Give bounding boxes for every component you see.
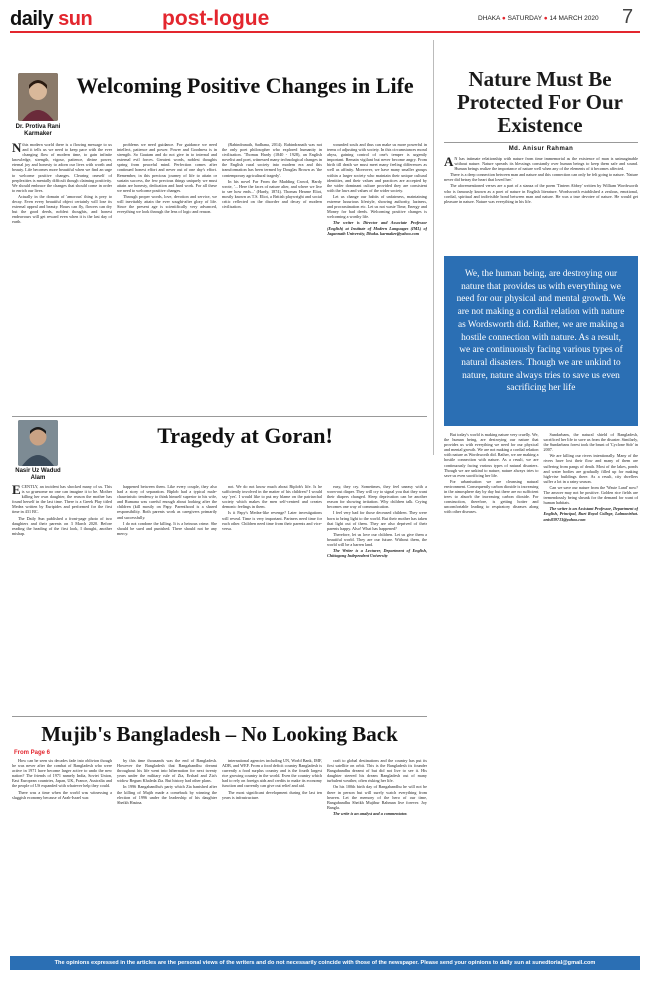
article1-author-last: Karmaker xyxy=(24,131,52,137)
article4-para: international agencies including UN, World Bank, IMF, ADB, and WEF. From a food deficit country Bangladesh is currently a food surplus country and is the fourth largest rice growing country in the world. Even the country which had to rely on foreign aids and credits to make its economy function and currently can give out relief and aid. xyxy=(222,758,322,789)
article3-author-first: Nasir Uz Wadud xyxy=(15,468,61,474)
masthead xyxy=(10,6,640,30)
article3-author-photo xyxy=(18,420,58,466)
article3-para: I do not condone the killing. It is a heinous crime. She should be sued and punished. There should not be any mercy. xyxy=(117,520,217,536)
article2-pullquote-box xyxy=(444,256,638,426)
article3-body xyxy=(12,484,427,709)
article4-col-1 xyxy=(12,758,112,930)
article3-col-3 xyxy=(222,484,322,709)
dateline-date: 14 MARCH 2020 xyxy=(549,15,599,22)
article1-para: (Rabindranath, Sadhana, 2014). Rabindranath was not the only poet philosopher who explored humanity in civilisation. 'Thomas Hardy (1840 - 1928), an English novelist and poet, witnessed many technological changes in the English rural society into modern era and this transformation has been termed by Douglas Brown as 'the contemporary agricultural tragedy'. xyxy=(222,142,323,178)
dateline-sep: ● xyxy=(501,15,506,22)
article4-col-2 xyxy=(117,758,217,930)
article1-col-2 xyxy=(117,142,217,405)
article2-title: Nature Must Be Protected For Our Existence xyxy=(456,67,623,137)
article2-para: AN has intimate relationship with nature from time immemorial as the existence of man is unimaginable without nature. Nature spreads its blessings constantly over human beings to keep them safe and sound. Human beings realize the importance of nature well when any of the elements of it becomes affected. xyxy=(444,156,638,172)
page-number: 7 xyxy=(622,6,634,28)
section-title: post-logue xyxy=(162,7,270,30)
article1-col-1 xyxy=(12,142,112,405)
article3-para: I feel very bad for those deceased children. They were born to bring light to the world. But their mother has taken that light out of them. They are also deprived of their parents happy. Also! What has happened? xyxy=(327,510,427,531)
article4-from-page: From Page 6 xyxy=(14,750,51,756)
article3-col-1 xyxy=(12,484,112,709)
article1-body xyxy=(12,142,427,405)
portrait-icon xyxy=(18,73,58,121)
logo xyxy=(10,8,92,31)
article4-col-4 xyxy=(327,758,427,930)
footer-disclaimer: The opinions expressed in the articles are the personal views of the writers and do not necessarily coincide with those of the newspaper. Please send your opinions to daily sun at sunedtorial@gmail.com xyxy=(54,960,596,966)
article1-para: Through proper words, love, devotion and service, we will inevitably attain the ever sought-after glory of life. Since the present age is scientifically very advanced, everything we look through the lens of logic and reason. xyxy=(117,193,217,215)
article3-para: easy, they cry. Sometimes, they feel uneasy with a worn-out diaper. They will cry to signal you that they want their diapers changed. Sleep deprivation can be another reason for showing irritation. Why children talk. Crying becomes one way of communication. xyxy=(327,484,427,510)
article1-para: Let us change our habits of unfairness, maintaining extreme luxurious lifestyle, showing authority, laziness, and procrastination etc. Let us not waste Time, Energy and Money for bad deeds. Welcoming positive changes is welcoming a worthy life. xyxy=(327,193,427,220)
article2-para: Sundarbans, the natural shield of Bangladesh, sacrificed her life to save us from the disaster. Similarly, the Sundarbans forest took the brunt of 'Cyclone Sidr' in 2007. xyxy=(543,432,638,453)
article2-col-1 xyxy=(444,156,638,204)
article2-col-3 xyxy=(544,432,639,926)
article1-author-photo xyxy=(18,73,58,121)
article2-col-2 xyxy=(444,432,539,926)
article2-para: For urbanisation we are cleansing natural environment. Consequently carbon dioxide is increasing in the atmosphere day by day but there are no sufficient trees to absorb the increasing carbon dioxide. For construction, therefore, is getting hotter and uncomfortable leading to respiratory diseases along with other diseases. xyxy=(444,478,539,515)
article1-title: Welcoming Positive Changes in Life xyxy=(76,73,414,98)
article4-para: craft to global destinations and the country has put its first satellite on orbit. This is the Bangladesh its founder Bangabandhu dreamt of but did not live to see it. His daughter steered his dream Bangladesh out of many turbulent weather, often risking her life. xyxy=(327,758,427,784)
article1-col-3 xyxy=(222,142,322,405)
article2-pullquote: We, the human being, are destroying our nature that provides us with everything we need for our physical and mental growth. We are not making a cordial relation with nature as Wordsworth did. Rather, we are making a hostile connection with nature. As a result, we are continuously facing various types of natural disasters. Though we are unkind to nature, nature always tries to save us even sacrificing her life xyxy=(456,269,626,394)
portrait-icon xyxy=(18,420,58,466)
dateline-day: SATURDAY xyxy=(507,15,542,22)
column-divider xyxy=(433,40,434,455)
article4-para: There was a time when the world was witnessing a sluggish economy because of Arab-Israel war. xyxy=(12,789,112,800)
article3-col-4 xyxy=(327,484,427,709)
dateline-city: DHAKA xyxy=(478,15,501,22)
article3-para: Is it Papy's Medea-like revenge? Later investigations will reveal. Time is very important. Partners need time for each other. Children need time from their parents and vice-versa. xyxy=(222,510,322,531)
masthead-rule xyxy=(10,31,640,33)
article3-footnote: The Writer is a Lecturer, Department of English, Chittagong Independent University xyxy=(327,548,427,559)
article1-author-first: Dr. Protiva Rani xyxy=(15,124,61,130)
article4-para: by this time thousands was the end of Bangladesh. However the Bangladesh that Bangabandhu dreamt throughout his life went into hibernation for next twenty years under the military rule of Zia, Ershad and Zia's widow Begum Khaleda Zia. But history had other plans. xyxy=(117,758,217,784)
article2-body xyxy=(444,432,638,926)
article2-intro xyxy=(444,156,638,251)
article3-title: Tragedy at Goran! xyxy=(157,423,333,448)
article2-para: But today's world is making nature very cruelly. We, the human being, are destroying our nature that provides us with everything we need for our physical and mental growth. We are not making a cordial relation with nature as Wordsworth did. Rather, we are making a hostile connection with nature. As a result, we are continuously facing various types of natural disasters. Though we are unkind to nature, nature always tries to save us even sacrificing her life. xyxy=(444,432,539,478)
article4-para: In 1996 Bangabandhu's party which Zia banished after the killing of Mujib made a comeback by winning the election of 1996 under the leadership of his daughter Sheikh Hasina. xyxy=(117,784,217,805)
article1-para: Actually in the domain of 'amorous' thing is prey to decay. Even every beautiful object certainly will lose its external appeal and beauty. Hours can fly, flowers can dry but the good deeds, noblest thoughts, and honest endeavours will get reward even when it is the last day of earth. xyxy=(12,193,112,225)
article3-para: The Daily Sun published a front-page photo of two daughters and their parents on 3 March 2020. Before reading the heading of the first look, I thought, another mishap. xyxy=(12,515,112,536)
article3-para: Therefore, let us love our children. Let us give them a beautiful world. They are our future. Without them, the world will be a barren land. xyxy=(327,531,427,548)
article1-byline xyxy=(8,124,68,138)
article4-para: On his 100th birth day of Bangabandhu he will not be there in person but will surely watch everything from heaven. Let the memory of the hero of our time, Bangabandhu Sheikh Mujibur Rahman live forever. Joy Bangla. xyxy=(327,784,427,810)
article3-col-2 xyxy=(117,484,217,709)
article1-para: Nthis modern world there is a flowing message to us and it tells us we need to keep pace with the ever changing flow of modern time, to gain infinite knowledge, strength, vigour, patience, divine power, eternal joy and honesty to adorn our lives with worth and beauty. Life becomes more beautiful when we find an urge to welcome positive changes. Clearing oneself of perplexities is mentally difficult though claiming positivity. We should embrace the changes that should come in order to enrich our lives. xyxy=(12,142,112,193)
article4-top-rule xyxy=(12,716,427,717)
article1-para: wounded souls and thus can make us more powerful in terms of adjusting with society. In this circumstances moral abyss, gaining control of one's temper is urgently important. Remain vigilant but never become angry. From birth till death we must meet many feeling differences as well as affinity. Moreover, we have many smaller groups within a larger society who maintain their unique cultural identities, and their values and practices are accepted by the wider dominant culture provided they are consistent with the laws and values of the wider society. xyxy=(327,142,427,193)
article3-para: not. We do not know much about Biplob's life. Is he sufficiently involved in the matter of his children? I would say 'yes'. I would like to put my blame on the patriarchal society which makes the men self-centred and creates demonic feelings in them. xyxy=(222,484,322,510)
article4-col-3 xyxy=(222,758,322,930)
logo-sun: sun xyxy=(58,8,93,30)
article2-byline: Md. Anisur Rahman xyxy=(508,146,574,152)
article4-para: The most significant development during the last ten years is infrastructure. xyxy=(222,789,322,800)
article2-para: We are killing our rivers intentionally. Many of the rivers have lost their flow and many of them are suffering from pangs of death. Most of the lakes, ponds and water bodies are gradually filled up for making high-rise buildings there. As a result, city dwellers suffer a lot in a rainy season. xyxy=(543,453,638,484)
article1-col-4 xyxy=(327,142,427,405)
article2-para: There is a deep connection between man and nature and this connection can only be felt going to nature. 'Nature never did betray the heart that loved her.' xyxy=(444,172,638,183)
article2-para: The aforementioned verses are a part of a stanza of the poem 'Tintern Abbey' written by William Wordsworth who is famously known as a poet of nature in English literature. Wordsworth established a zealous, emotional, cordial, spiritual and indivisible bond between man and nature. He was a true devotee of nature. He would get pleasure in nature. Nature was everything in his life. xyxy=(444,183,638,204)
dateline-sep-2: ● xyxy=(543,15,548,22)
article4-footnote: The write is an analyst and a commentator. xyxy=(333,810,408,816)
article3-byline xyxy=(8,468,68,482)
article1-footnote: The writer is Director and Associate Professor (English) at Institute of Modern Languages (IML) of Jagannath University, Dhaka. karmaker@yahoo.com xyxy=(327,220,427,236)
article4-body xyxy=(12,758,427,930)
article2-rule xyxy=(444,142,638,143)
article2-para: Can we save our nature from the 'Waste Land' now? The answer may not be positive. Golden rice fields are tremendously being shrunk for the demand for want of human habitats. xyxy=(543,484,638,506)
article3-top-rule xyxy=(12,416,427,417)
article1-para: In his novel Far From the Madding Crowd, Hardy wrote, '... Here the faces of nature alter, and where we live to see how ends...' (Hardy, 1874). Thomas Hearne Eliot, mostly known as T.S. Eliot, a British playwright and social critic reflected on the disorder and decay of modern civilisation. xyxy=(222,178,322,210)
article4-title: Mujib's Bangladesh – No Looking Back xyxy=(41,722,398,746)
logo-daily: daily xyxy=(10,8,54,30)
article4-para: How can be seen six decades fade into oblivion though he was never after the combat of Bangladesh who were active in 1971 have become larger active to undo the new nation? The friends of 1971 namely India, Soviet Union, East European countries, Japan, UK, France, Australia and the people of US expanded with whatever help they could. xyxy=(12,758,112,789)
article3-para: happened between them. Like every couple, they also had a story of separation. Biplob had a typical male-chauvinistic tendency to think himself superior to his wife, and Rumana was careful enough about looking after the children (kill mostly on Papy. Parenthood is a shared responsibility. Both parents work as caregivers primarily and successfully. xyxy=(117,484,217,520)
dateline xyxy=(478,15,599,22)
article1-para: problems we need guidance. For guidance we need intellect, patience and power. Power and Goodness is in strength. So Gautam and do not give in to internal and external evil forces. Greatest words, noblest thoughts spring from peaceful mind. Perfection comes after continued honest effort and never out of one day's effort. Remember, in this precious journey of life to attain or sustain success, the few precious things uniquely we must attain are honesty, dedication and hard work. For all these we need to welcome positive changes. xyxy=(117,142,217,193)
article3-author-last: Alam xyxy=(30,475,46,481)
article3-para: ECENTLY, an incident has shocked many of us. This is so gruesome no one can imagine it to be. Mother killing her own daughter, the reason the mother has found herself in the last time. There is a Greek Play titled Medea written by Euripides and performed for the first time in 431 BC. xyxy=(12,484,112,515)
article2-footnote: The writer is an Assistant Professor, Department of English, Principal, Ruet Royal College, Lalmonirhat. anis839713@yahoo.com xyxy=(543,506,638,522)
footer-bar xyxy=(10,956,640,970)
